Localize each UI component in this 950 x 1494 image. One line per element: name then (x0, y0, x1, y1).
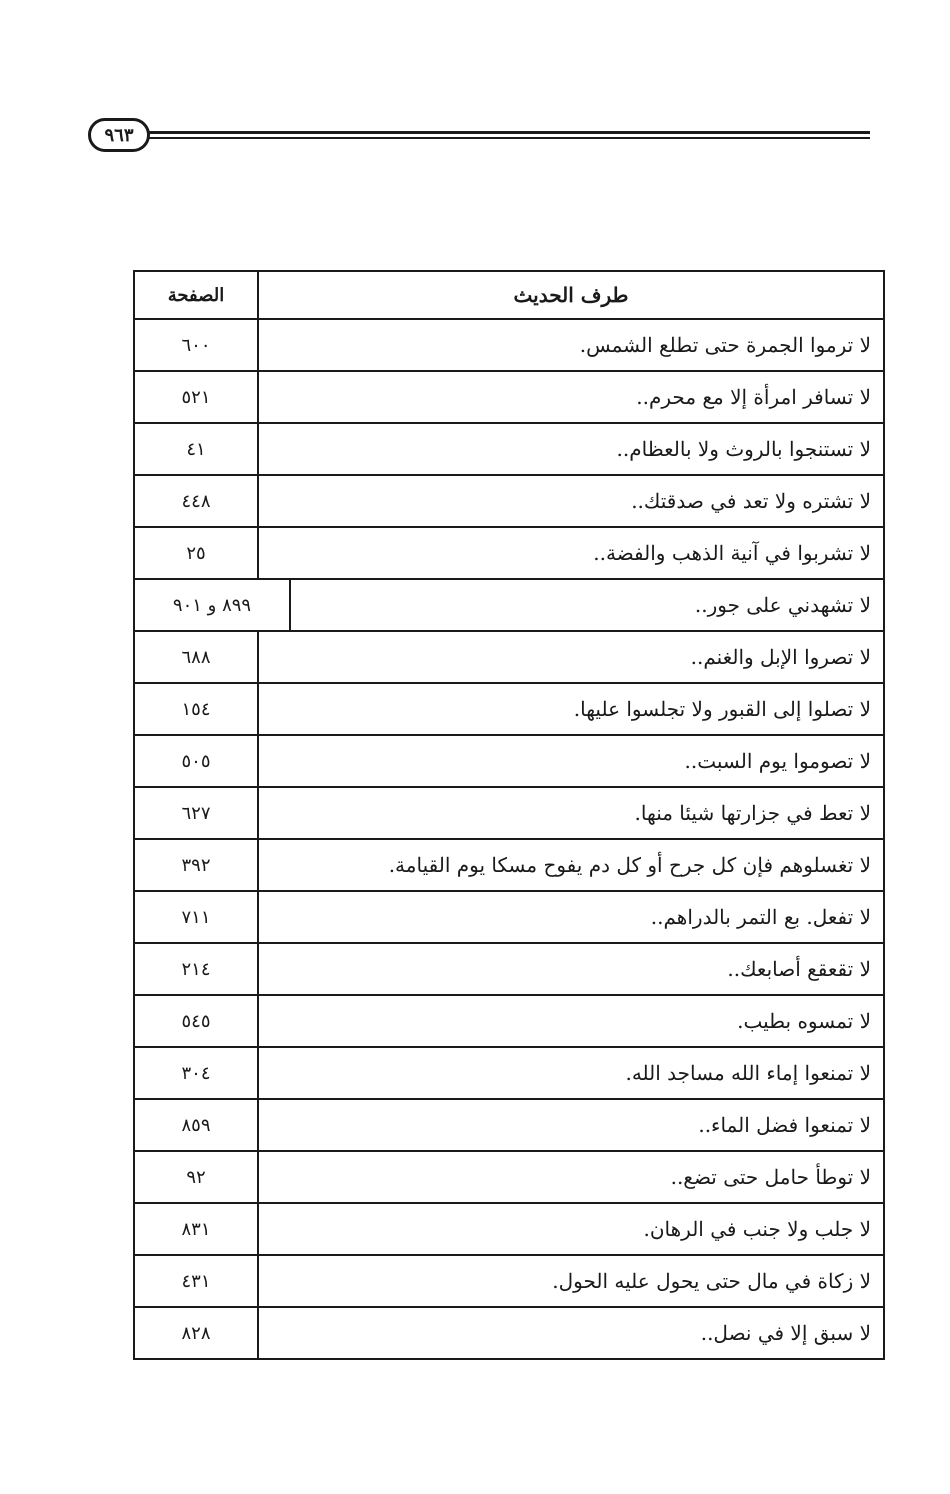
table-row (133, 424, 885, 476)
hadith-text: لا تشهدني على جور.. (694, 593, 871, 617)
page-ref: ٦٨٨ (135, 632, 259, 682)
table-row (133, 736, 885, 788)
table-row (133, 1048, 885, 1100)
hadith-text: لا تمسوه بطيب. (737, 1009, 871, 1033)
column-header-page: الصفحة (135, 272, 259, 318)
page-ref: ٨٩٩ و ٩٠١ (135, 580, 291, 630)
hadith-text: لا تصوموا يوم السبت.. (684, 749, 871, 773)
hadith-text: لا تفعل. بع التمر بالدراهم.. (650, 905, 871, 929)
hadith-text: لا تسافر امرأة إلا مع محرم.. (636, 385, 871, 409)
page-ref: ٢٥ (135, 528, 259, 578)
table-row (133, 1308, 885, 1360)
page-ref: ١٥٤ (135, 684, 259, 734)
table-row (133, 528, 885, 580)
page-ref: ٧١١ (135, 892, 259, 942)
page-ref: ٩٢ (135, 1152, 259, 1202)
table-row (133, 996, 885, 1048)
table-row (133, 1100, 885, 1152)
page-ref: ٨٥٩ (135, 1100, 259, 1150)
hadith-text: لا زكاة في مال حتى يحول عليه الحول. (552, 1269, 871, 1293)
page-ref: ٥٠٥ (135, 736, 259, 786)
table-row (133, 1204, 885, 1256)
hadith-text: لا تعط في جزارتها شيئا منها. (634, 801, 871, 825)
hadith-text: لا توطأ حامل حتى تضع.. (670, 1165, 871, 1189)
table-row (133, 372, 885, 424)
hadith-text: لا تصلوا إلى القبور ولا تجلسوا عليها. (573, 697, 871, 721)
page-ref: ٤٤٨ (135, 476, 259, 526)
hadith-text: لا ترموا الجمرة حتى تطلع الشمس. (579, 333, 871, 357)
table-row (133, 1256, 885, 1308)
table-row (133, 632, 885, 684)
column-header-hadith: طرف الحديث (513, 283, 629, 307)
page-ref: ٦٠٠ (135, 320, 259, 370)
table-row (133, 476, 885, 528)
table-row (133, 944, 885, 996)
hadith-text: لا تستنجوا بالروث ولا بالعظام.. (616, 437, 871, 461)
header-rule (146, 131, 870, 139)
table-row (133, 788, 885, 840)
hadith-text: لا سبق إلا في نصل.. (700, 1321, 871, 1345)
page-header (88, 118, 870, 158)
hadith-text: لا تشتره ولا تعد في صدقتك.. (631, 489, 871, 513)
hadith-index-table (133, 270, 885, 1360)
page-ref: ٢١٤ (135, 944, 259, 994)
page-ref: ٨٢٨ (135, 1308, 259, 1358)
table-row (133, 1152, 885, 1204)
table-row (133, 684, 885, 736)
table-row (133, 840, 885, 892)
hadith-text: لا تشربوا في آنية الذهب والفضة.. (593, 541, 871, 565)
page-number: ٩٦٣ (88, 118, 150, 152)
page-ref: ٨٣١ (135, 1204, 259, 1254)
table-header-row (133, 270, 885, 320)
hadith-text: لا تمنعوا فضل الماء.. (698, 1113, 871, 1137)
page-ref: ٤٣١ (135, 1256, 259, 1306)
hadith-text: لا تمنعوا إماء الله مساجد الله. (625, 1061, 871, 1085)
page-ref: ٤١ (135, 424, 259, 474)
hadith-text: لا تصروا الإبل والغنم.. (690, 645, 871, 669)
hadith-text: لا جلب ولا جنب في الرهان. (643, 1217, 871, 1241)
table-row (133, 892, 885, 944)
page-ref: ٣٩٢ (135, 840, 259, 890)
page-ref: ٥٢١ (135, 372, 259, 422)
table-row (133, 320, 885, 372)
hadith-text: لا تقعقع أصابعك.. (727, 957, 871, 981)
page-ref: ٥٤٥ (135, 996, 259, 1046)
hadith-text: لا تغسلوهم فإن كل جرح أو كل دم يفوح مسكا يوم القيامة. (388, 853, 871, 877)
table-row (133, 580, 885, 632)
page-ref: ٣٠٤ (135, 1048, 259, 1098)
page-ref: ٦٢٧ (135, 788, 259, 838)
